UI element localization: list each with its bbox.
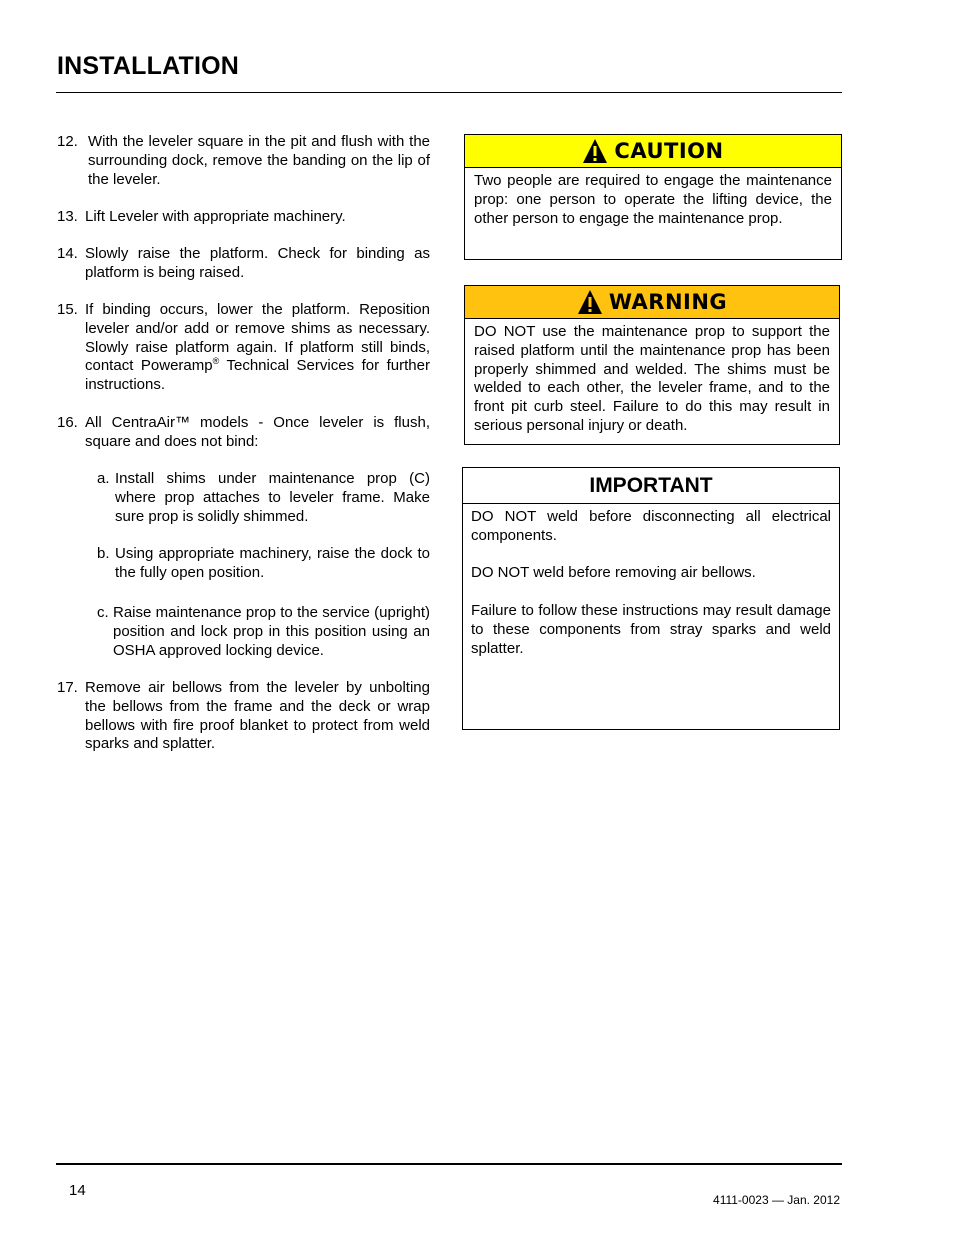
step-text: Slowly raise the platform. Check for binding as platform is being raised.	[85, 245, 430, 281]
important-paragraph: DO NOT weld before removing air bellows.	[471, 564, 756, 582]
caution-label: CAUTION	[614, 139, 724, 163]
step-17	[57, 679, 430, 754]
substep-letter: c.	[97, 604, 109, 621]
caution-box	[464, 134, 842, 260]
step-number: 14.	[57, 245, 78, 262]
important-body	[463, 504, 839, 658]
substep-text: Using appropriate machinery, raise the dock to the fully open position.	[115, 545, 430, 581]
step-number: 13.	[57, 208, 78, 225]
caution-text: Two people are required to engage the maintenance prop: one person to operate the lifting device, the other person to engage the maintenance prop.	[474, 172, 832, 227]
warning-box	[464, 285, 840, 445]
step-14	[57, 245, 430, 283]
substep-text: Raise maintenance prop to the service (upright) position and lock prop in this position using an OSHA approved locking device.	[113, 604, 430, 659]
substep-c	[97, 604, 430, 660]
important-paragraph: DO NOT weld before disconnecting all electrical components.	[471, 508, 831, 544]
header-rule	[56, 92, 842, 93]
step-15	[57, 301, 430, 395]
step-12	[57, 133, 430, 189]
important-label: IMPORTANT	[589, 473, 713, 497]
warning-triangle-icon	[582, 138, 608, 164]
important-box	[462, 467, 840, 730]
substep-b	[97, 545, 430, 583]
step-number: 15.	[57, 301, 78, 318]
important-paragraph: Failure to follow these instructions may result damage to these components from stray sparks and weld splatter.	[471, 601, 831, 657]
substep-letter: a.	[97, 470, 110, 487]
step-text: All CentraAir™ models - Once leveler is flush, square and does not bind:	[85, 414, 430, 450]
important-header	[463, 468, 839, 504]
substep-a	[97, 470, 430, 526]
step-number: 12.	[57, 133, 78, 150]
step-text: Lift Leveler with appropriate machinery.	[85, 208, 346, 225]
warning-text: DO NOT use the maintenance prop to support the raised platform until the maintenance prop has been properly shimmed and welded. The shims must be welded to each other, the leveler frame, and to the front pit curb steel. Failure to do this may result in serious personal injury or death.	[474, 323, 830, 434]
step-text: Remove air bellows from the leveler by unbolting the bellows from the frame and the deck or wrap bellows with fire proof blanket to protect from weld sparks and splatter.	[85, 679, 430, 753]
step-number: 17.	[57, 679, 78, 696]
step-16	[57, 414, 430, 452]
warning-triangle-icon	[577, 289, 603, 315]
warning-header	[465, 286, 839, 319]
substep-letter: b.	[97, 545, 110, 562]
step-13	[57, 208, 430, 227]
caution-header	[465, 135, 841, 168]
footer-rule	[56, 1163, 842, 1165]
step-text: If binding occurs, lower the platform. Reposition leveler and/or add or remove shims as necessary. Slowly raise platform again. If platform still binds, contact Poweramp® Technical Services for further instructions.	[85, 301, 430, 394]
page-number: 14	[69, 1182, 86, 1199]
document-id: 4111-0023 — Jan. 2012	[713, 1193, 840, 1207]
registered-mark: ®	[212, 356, 220, 367]
warning-label: WARNING	[608, 290, 728, 314]
step-number: 16.	[57, 414, 78, 431]
step-text: With the leveler square in the pit and flush with the surrounding dock, remove the banding on the lip of the leveler.	[88, 133, 430, 188]
substep-text: Install shims under maintenance prop (C) where prop attaches to leveler frame. Make sure prop is solidly shimmed.	[115, 470, 430, 525]
page-title: INSTALLATION	[57, 52, 240, 80]
